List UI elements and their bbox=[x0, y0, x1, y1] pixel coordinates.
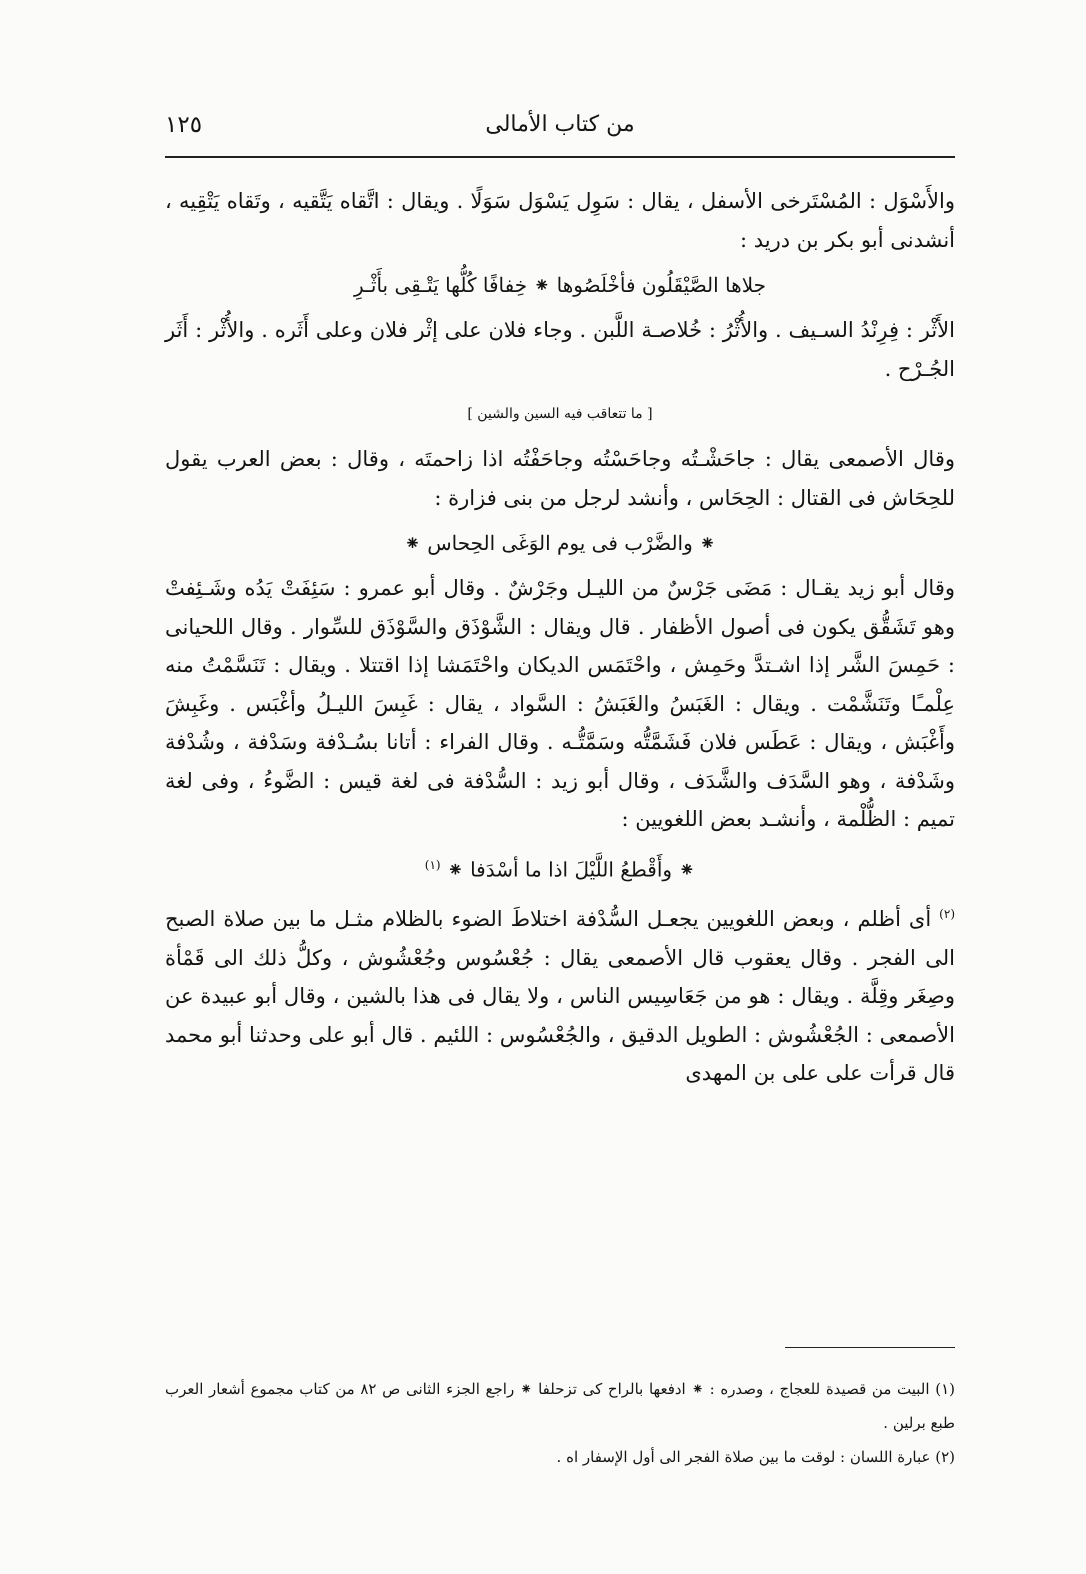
page-header bbox=[165, 112, 955, 152]
verse-1: جلاها الصَّيْقَلُون فأخْلَصُوها ⁕ خِفافًا كُلُّها يَتْـقِى بأَثْـرِ bbox=[354, 273, 766, 297]
paragraph-4: وقال أبو زيد يقـال : مَضَى جَرْسٌ من الليـل وجَرْشٌ . وقال أبو عمرو : سَئِفَتْ يَدُه وشَـئِفتْ وهو تَشَقُّق يكون فى أصول الأظفار . قال ويقال : الشَّوْذَق والسَّوْذَق للسِّوار . وقال اللحيانى : حَمِسَ الشَّر إذا اشـتدَّ وحَمِش ، واحْتَمَس الديكان واحْتَمَشا إذا اقتتلا . ويقال : تَنَسَّمْتُ منه عِلْمـًا وتَنَشَّمْت . ويقال : الغَبَسُ والغَبَشُ : السَّواد ، يقال : غَبِسَ الليـلُ وأغْبَس . وغَبِشَ وأَغْبَش ، ويقال : عَطَس فلان فَشَمَّتُّه وسَمَّتُّـه . وقال الفراء : أتانا بسُـدْفة وسَدْفة ، وشُدْفة وشَدْفة ، وهو السَّدَف والشَّدَف ، وقال أبو زيد : السُّدْفة فى لغة قيس : الضَّوءُ ، وفى لغة تميم : الظُّلْمة ، وأنشـد بعض اللغويين : bbox=[165, 576, 955, 831]
verse-3-text: ⁕ وأَقْطعُ اللَّيْلَ اذا ما أسْدَفا ⁕ bbox=[446, 857, 696, 882]
page-number: ١٢٥ bbox=[165, 112, 203, 138]
main-text bbox=[165, 182, 955, 1093]
footnotes bbox=[165, 1372, 955, 1474]
paragraph-3: وقال الأصمعى يقال : جاحَشْـتُه وجاحَسْتُه وجاحَفْتُه اذا زاحمتَه ، وقال : بعض العرب يقول للحِحَاش فى القتال : الحِحَاس ، وأنشد لرجل من بنى فزارة : bbox=[165, 447, 955, 510]
paragraph-2: الأَثْر : فِرِنْدُ السـيف . والأُثْرُ : خُلاصـة اللَّبن . وجاء فلان على إثْر فلان وعلى أَثَره . والأُثْر : أَثَر الجُـرْح . bbox=[165, 318, 955, 381]
footnote-rule bbox=[785, 1347, 955, 1348]
verse-3 bbox=[165, 845, 955, 890]
section-heading: [ ما تتعاقب فيه السين والشين ] bbox=[467, 406, 653, 422]
paragraph-1: والأَسْوَل : المُسْتَرخى الأسفل ، يقال : سَوِل يَسْوَل سَوَلًا . ويقال : اتَّقاه يَتَّقيه ، وتَقاه يَتْقِيه ، أنشدنى أبو بكر بن دريد : bbox=[165, 189, 955, 252]
footnote-marker-2: (٢) bbox=[939, 907, 955, 922]
paragraph-5-text: أى أظلم ، وبعض اللغويين يجعـل السُّدْفة اختلاطَ الضوء بالظلام مثـل ما بين صلاة الصبح الى الفجر . وقال يعقوب قال الأصمعى يقال : جُعْسُوس وجُعْشُوش ، وكلُّ ذلك الى قَمْأة وصِغَر وقِلَّة . ويقال : هو من جَعَاسِيس الناس ، ولا يقال فى هذا بالشين ، وقال أبو عبيدة عن الأصمعى : الجُعْشُوش : الطويل الدقيق ، والجُعْسُوس : اللئيم . قال أبو على وحدثنا أبو محمد قال قرأت على على بن المهدى bbox=[165, 907, 955, 1086]
footnote-1: (١) البيت من قصيدة للعجاج ، وصدره : ⁕ ادفعها بالراح كى تزحلفا ⁕ راجع الجزء الثانى ص ٨٢ من كتاب مجموع أشعار العرب طبع برلين . bbox=[165, 1380, 955, 1432]
footnote-2: (٢) عبارة اللسان : لوقت ما بين صلاة الفجر الى أول الإسفار اه . bbox=[556, 1448, 955, 1466]
paragraph-5 bbox=[165, 895, 955, 1093]
running-title: من كتاب الأمالى bbox=[485, 112, 635, 137]
footnote-marker-1: (١) bbox=[424, 857, 441, 872]
header-rule bbox=[165, 156, 955, 158]
verse-2: ⁕ والضَّرْب فى يوم الوَغَى الحِحاس ⁕ bbox=[404, 531, 716, 555]
